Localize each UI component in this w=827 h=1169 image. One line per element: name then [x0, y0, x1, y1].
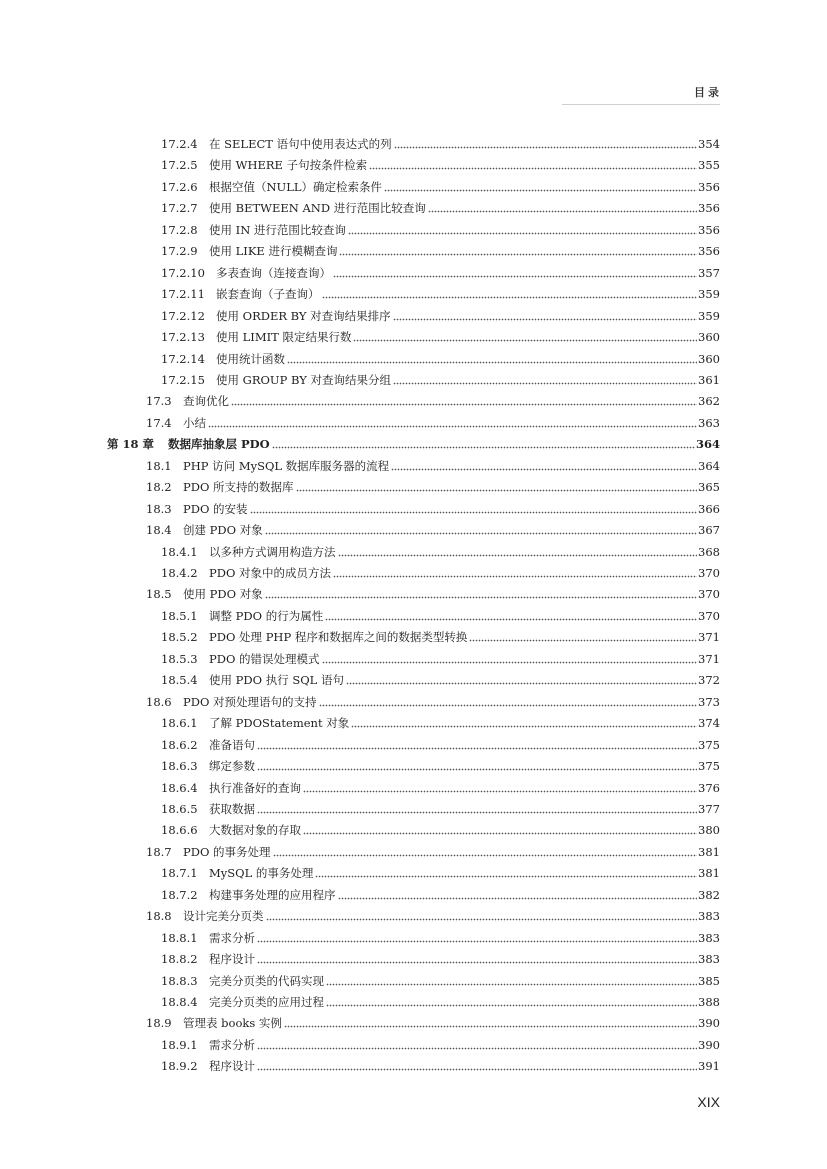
toc-entry-number: 18.6.5 [161, 801, 198, 816]
toc-subsection-entry [161, 967, 720, 988]
toc-dot-leader [369, 164, 697, 170]
toc-subsection-entry [161, 366, 720, 387]
toc-entry-page: 377 [698, 801, 720, 816]
toc-entry-number: 18.7 [146, 844, 172, 859]
toc-entry-number: 18.4.2 [161, 566, 198, 580]
toc-dot-leader [265, 593, 697, 599]
toc-entry-page: 355 [698, 158, 720, 173]
toc-entry-title: PDO 的安装 [183, 501, 248, 516]
toc-entry-title: 使用统计函数 [216, 351, 285, 366]
toc-entry-title: MySQL 的事务处理 [209, 866, 314, 881]
toc-entry-page: 390 [698, 1016, 720, 1031]
toc-entry-title: 创建 PDO 对象 [183, 523, 263, 538]
toc-entry-page: 361 [698, 372, 720, 387]
toc-entry-title: 程序设计 [209, 952, 255, 967]
toc-subsection-entry [161, 559, 720, 580]
toc-dot-leader [257, 1044, 697, 1050]
toc-entry-title: 完美分页类的代码实现 [209, 973, 324, 988]
toc-entry-title: 大数据对象的存取 [209, 823, 301, 838]
toc-entry-page: 388 [698, 995, 720, 1009]
toc-section-entry [146, 495, 720, 516]
toc-entry-title: 了解 PDOStatement 对象 [209, 716, 350, 731]
toc-entry-number: 18.5.1 [161, 608, 198, 623]
toc-entry-page: 357 [698, 265, 720, 280]
toc-entry-page: 376 [698, 780, 720, 795]
toc-entry-number: 18.7.1 [161, 866, 198, 881]
toc-entry-title: 在 SELECT 语句中使用表达式的列 [209, 137, 392, 151]
toc-dot-leader [391, 465, 697, 471]
toc-entry-title: 完美分页类的应用过程 [209, 995, 324, 1009]
toc-entry-number: 18.5.2 [161, 630, 198, 645]
toc-dot-leader [319, 701, 698, 707]
toc-subsection-entry [161, 666, 720, 687]
toc-subsection-entry [161, 945, 720, 966]
toc-entry-title: 绑定参数 [209, 759, 255, 774]
toc-dot-leader [257, 808, 697, 814]
toc-entry-title: 需求分析 [209, 930, 255, 945]
toc-entry-page: 390 [698, 1037, 720, 1052]
toc-entry-page: 364 [695, 437, 720, 452]
toc-entry-title: PDO 所支持的数据库 [183, 480, 294, 495]
toc-entry-title: 使用 PDO 对象 [183, 587, 263, 602]
toc-entry-number: 17.2.9 [161, 244, 198, 259]
toc-entry-page: 370 [698, 587, 720, 602]
toc-dot-leader [315, 872, 697, 878]
toc-entry-page: 382 [698, 887, 720, 902]
toc-entry-title: 使用 WHERE 子句按条件检索 [209, 158, 368, 173]
toc-dot-leader [287, 358, 697, 364]
toc-entry-number: 18.5.4 [161, 673, 198, 688]
toc-dot-leader [326, 1001, 697, 1007]
toc-entry-number: 18.8.4 [161, 995, 198, 1009]
toc-entry-title: 以多种方式调用构造方法 [209, 544, 336, 559]
toc-dot-leader [394, 143, 697, 149]
toc-entry-title: PDO 的错误处理模式 [209, 651, 320, 666]
toc-entry-number: 17.2.6 [161, 179, 198, 194]
toc-entry-title: PDO 的事务处理 [183, 844, 271, 859]
toc-dot-leader [322, 293, 698, 299]
toc-entry-title: PDO 处理 PHP 程序和数据库之间的数据类型转换 [209, 630, 468, 645]
toc-dot-leader [265, 529, 697, 535]
toc-section-entry [146, 516, 720, 537]
toc-entry-number: 第 18 章 [107, 437, 155, 452]
toc-subsection-entry [161, 731, 720, 752]
toc-entry-page: 367 [698, 523, 720, 538]
toc-entry-number: 18.9.2 [161, 1059, 198, 1074]
footer-page-number: XIX [697, 1094, 720, 1110]
toc-entry-title: 查询优化 [183, 394, 229, 409]
toc-subsection-entry [161, 774, 720, 795]
toc-dot-leader [346, 679, 697, 685]
toc-dot-leader [322, 658, 698, 664]
toc-entry-number: 17.2.10 [161, 265, 205, 280]
toc-entry-number: 18.9 [146, 1016, 172, 1031]
toc-dot-leader [250, 508, 698, 514]
toc-section-entry [146, 387, 720, 408]
toc-entry-page: 362 [698, 394, 720, 409]
toc-dot-leader [303, 829, 697, 835]
toc-dot-leader [325, 615, 697, 621]
toc-section-entry [146, 1009, 720, 1030]
toc-entry-number: 17.4 [146, 415, 172, 430]
toc-entry-number: 17.3 [146, 394, 172, 409]
toc-subsection-entry [161, 1052, 720, 1073]
toc-entry-page: 371 [698, 630, 720, 645]
toc-entry-number: 18.9.1 [161, 1037, 198, 1052]
toc-entry-page: 373 [698, 694, 720, 709]
toc-subsection-entry [161, 602, 720, 623]
toc-entry-page: 375 [698, 737, 720, 752]
toc-entry-page: 365 [698, 480, 720, 495]
toc-entry-number: 18.4.1 [161, 544, 198, 559]
toc-entry-title: 管理表 books 实例 [183, 1016, 282, 1031]
toc-dot-leader [428, 207, 697, 213]
toc-entry-title: 使用 PDO 执行 SQL 语句 [209, 673, 344, 688]
toc-entry-page: 383 [698, 909, 720, 924]
toc-entry-number: 18.8.2 [161, 952, 198, 967]
toc-entry-number: 18.6.4 [161, 780, 198, 795]
toc-entry-title: PHP 访问 MySQL 数据库服务器的流程 [183, 458, 390, 473]
toc-entry-title: 使用 ORDER BY 对查询结果排序 [216, 308, 391, 323]
toc-dot-leader [333, 272, 697, 278]
toc-section-entry [146, 902, 720, 923]
toc-entry-number: 18.6.1 [161, 716, 198, 731]
toc-entry-number: 18.3 [146, 501, 172, 516]
toc-entry-title: 数据库抽象层 PDO [168, 437, 270, 452]
toc-subsection-entry [161, 280, 720, 301]
toc-entry-page: 371 [698, 651, 720, 666]
toc-subsection-entry [161, 538, 720, 559]
toc-entry-title: 调整 PDO 的行为属性 [209, 608, 324, 623]
toc-section-entry [146, 473, 720, 494]
toc-subsection-entry [161, 151, 720, 172]
toc-subsection-entry [161, 795, 720, 816]
toc-entry-number: 18.2 [146, 480, 172, 495]
toc-dot-leader [393, 315, 697, 321]
toc-entry-title: 需求分析 [209, 1037, 255, 1052]
toc-subsection-entry [161, 216, 720, 237]
toc-dot-leader [338, 894, 698, 900]
toc-entry-number: 18.6.3 [161, 759, 198, 774]
toc-entry-title: 准备语句 [209, 737, 255, 752]
toc-subsection-entry [161, 924, 720, 945]
toc-entry-page: 370 [698, 608, 720, 623]
toc-entry-page: 356 [698, 244, 720, 259]
toc-subsection-entry [161, 173, 720, 194]
toc-dot-leader [257, 1065, 697, 1071]
toc-entry-number: 18.5 [146, 587, 172, 602]
toc-subsection-entry [161, 323, 720, 344]
toc-dot-leader [296, 486, 698, 492]
toc-entry-page: 364 [698, 458, 720, 473]
toc-entry-number: 18.5.3 [161, 651, 198, 666]
toc-dot-leader [208, 422, 697, 428]
toc-dot-leader [384, 186, 697, 192]
toc-dot-leader [333, 572, 697, 578]
toc-subsection-entry [161, 988, 720, 1009]
toc-entry-number: 18.8.1 [161, 930, 198, 945]
toc-entry-title: 使用 LIMIT 限定结果行数 [216, 330, 352, 345]
toc-subsection-entry [161, 752, 720, 773]
toc-entry-title: 多表查询（连接查询） [216, 265, 331, 280]
toc-entry-title: 小结 [183, 415, 206, 430]
toc-entry-number: 17.2.13 [161, 330, 205, 345]
toc-entry-page: 356 [698, 179, 720, 194]
toc-subsection-entry [161, 194, 720, 215]
toc-dot-leader [284, 1022, 697, 1028]
toc-dot-leader [469, 636, 697, 642]
toc-entry-number: 18.7.2 [161, 887, 198, 902]
toc-dot-leader [257, 958, 697, 964]
toc-subsection-entry [161, 302, 720, 323]
toc-section-entry [146, 688, 720, 709]
toc-entry-title: PDO 对象中的成员方法 [209, 566, 332, 580]
toc-entry-page: 372 [698, 673, 720, 688]
toc-entry-page: 391 [698, 1059, 720, 1074]
toc-entry-page: 385 [698, 973, 720, 988]
toc-entry-page: 381 [698, 866, 720, 881]
toc-entry-title: 根据空值（NULL）确定检索条件 [209, 179, 383, 194]
toc-entry-title: 获取数据 [209, 801, 255, 816]
toc-dot-leader [353, 336, 697, 342]
toc-dot-leader [257, 765, 697, 771]
toc-chapter-entry [107, 430, 720, 451]
toc-entry-title: 程序设计 [209, 1059, 255, 1074]
toc-entry-number: 18.1 [146, 458, 172, 473]
toc-entry-number: 18.8 [146, 909, 172, 924]
toc-entry-title: 使用 GROUP BY 对查询结果分组 [216, 372, 392, 387]
toc-dot-leader [393, 379, 697, 385]
toc-entry-page: 383 [698, 952, 720, 967]
toc-dot-leader [351, 722, 697, 728]
toc-entry-page: 354 [698, 137, 720, 151]
toc-subsection-entry [161, 345, 720, 366]
toc-entry-number: 17.2.7 [161, 201, 198, 216]
toc-entry-number: 18.6 [146, 694, 172, 709]
toc-subsection-entry [161, 259, 720, 280]
toc-entry-page: 359 [698, 287, 720, 302]
toc-entry-page: 383 [698, 930, 720, 945]
toc-entry-page: 363 [698, 415, 720, 430]
toc-entry-page: 368 [698, 544, 720, 559]
toc-subsection-entry [161, 859, 720, 880]
toc-subsection-entry [161, 130, 720, 151]
toc-entry-number: 18.6.6 [161, 823, 198, 838]
toc-subsection-entry [161, 237, 720, 258]
toc-entry-title: 构建事务处理的应用程序 [209, 887, 336, 902]
running-header-title: 目录 [694, 86, 722, 99]
toc-subsection-entry [161, 623, 720, 644]
toc-entry-number: 18.8.3 [161, 973, 198, 988]
toc-entry-number: 17.2.15 [161, 372, 205, 387]
toc-dot-leader [326, 980, 697, 986]
toc-section-entry [146, 452, 720, 473]
toc-entry-title: 设计完美分页类 [183, 909, 264, 924]
toc-entry-number: 17.2.12 [161, 308, 205, 323]
header-rule [562, 104, 720, 105]
toc-entry-number: 18.6.2 [161, 737, 198, 752]
toc-entry-title: 使用 LIKE 进行模糊查询 [209, 244, 338, 259]
toc-entry-page: 356 [698, 201, 720, 216]
toc-dot-leader [266, 915, 698, 921]
toc-entry-page: 360 [698, 330, 720, 345]
toc-entry-number: 17.2.11 [161, 287, 205, 302]
toc-entry-page: 381 [698, 844, 720, 859]
toc-section-entry [146, 838, 720, 859]
toc-dot-leader [257, 744, 697, 750]
toc-entry-page: 380 [698, 823, 720, 838]
toc-dot-leader [338, 551, 698, 557]
toc-dot-leader [272, 443, 695, 449]
toc-entry-number: 17.2.5 [161, 158, 198, 173]
toc-section-entry [146, 409, 720, 430]
toc-entry-page: 366 [698, 501, 720, 516]
toc-entry-page: 360 [698, 351, 720, 366]
toc-entry-title: 执行准备好的查询 [209, 780, 301, 795]
toc-entry-title: 使用 IN 进行范围比较查询 [209, 222, 346, 237]
toc-subsection-entry [161, 709, 720, 730]
toc-dot-leader [231, 400, 697, 406]
toc-dot-leader [303, 787, 697, 793]
toc-subsection-entry [161, 816, 720, 837]
toc-subsection-entry [161, 881, 720, 902]
toc-entry-number: 17.2.4 [161, 137, 198, 151]
toc-entry-page: 375 [698, 759, 720, 774]
toc-dot-leader [339, 250, 697, 256]
toc-entry-number: 17.2.8 [161, 222, 198, 237]
toc-subsection-entry [161, 1031, 720, 1052]
toc-entry-page: 356 [698, 222, 720, 237]
toc-entry-number: 17.2.14 [161, 351, 205, 366]
toc-dot-leader [257, 937, 697, 943]
toc-entry-page: 359 [698, 308, 720, 323]
toc-entry-page: 374 [698, 716, 720, 731]
toc-entry-title: 嵌套查询（子查询） [216, 287, 320, 302]
toc-section-entry [146, 580, 720, 601]
toc-dot-leader [348, 229, 697, 235]
toc-entry-number: 18.4 [146, 523, 172, 538]
toc-entry-page: 370 [698, 566, 720, 580]
toc-entry-title: PDO 对预处理语句的支持 [183, 694, 317, 709]
toc-dot-leader [273, 851, 698, 857]
toc-entry-title: 使用 BETWEEN AND 进行范围比较查询 [209, 201, 426, 216]
toc-subsection-entry [161, 645, 720, 666]
